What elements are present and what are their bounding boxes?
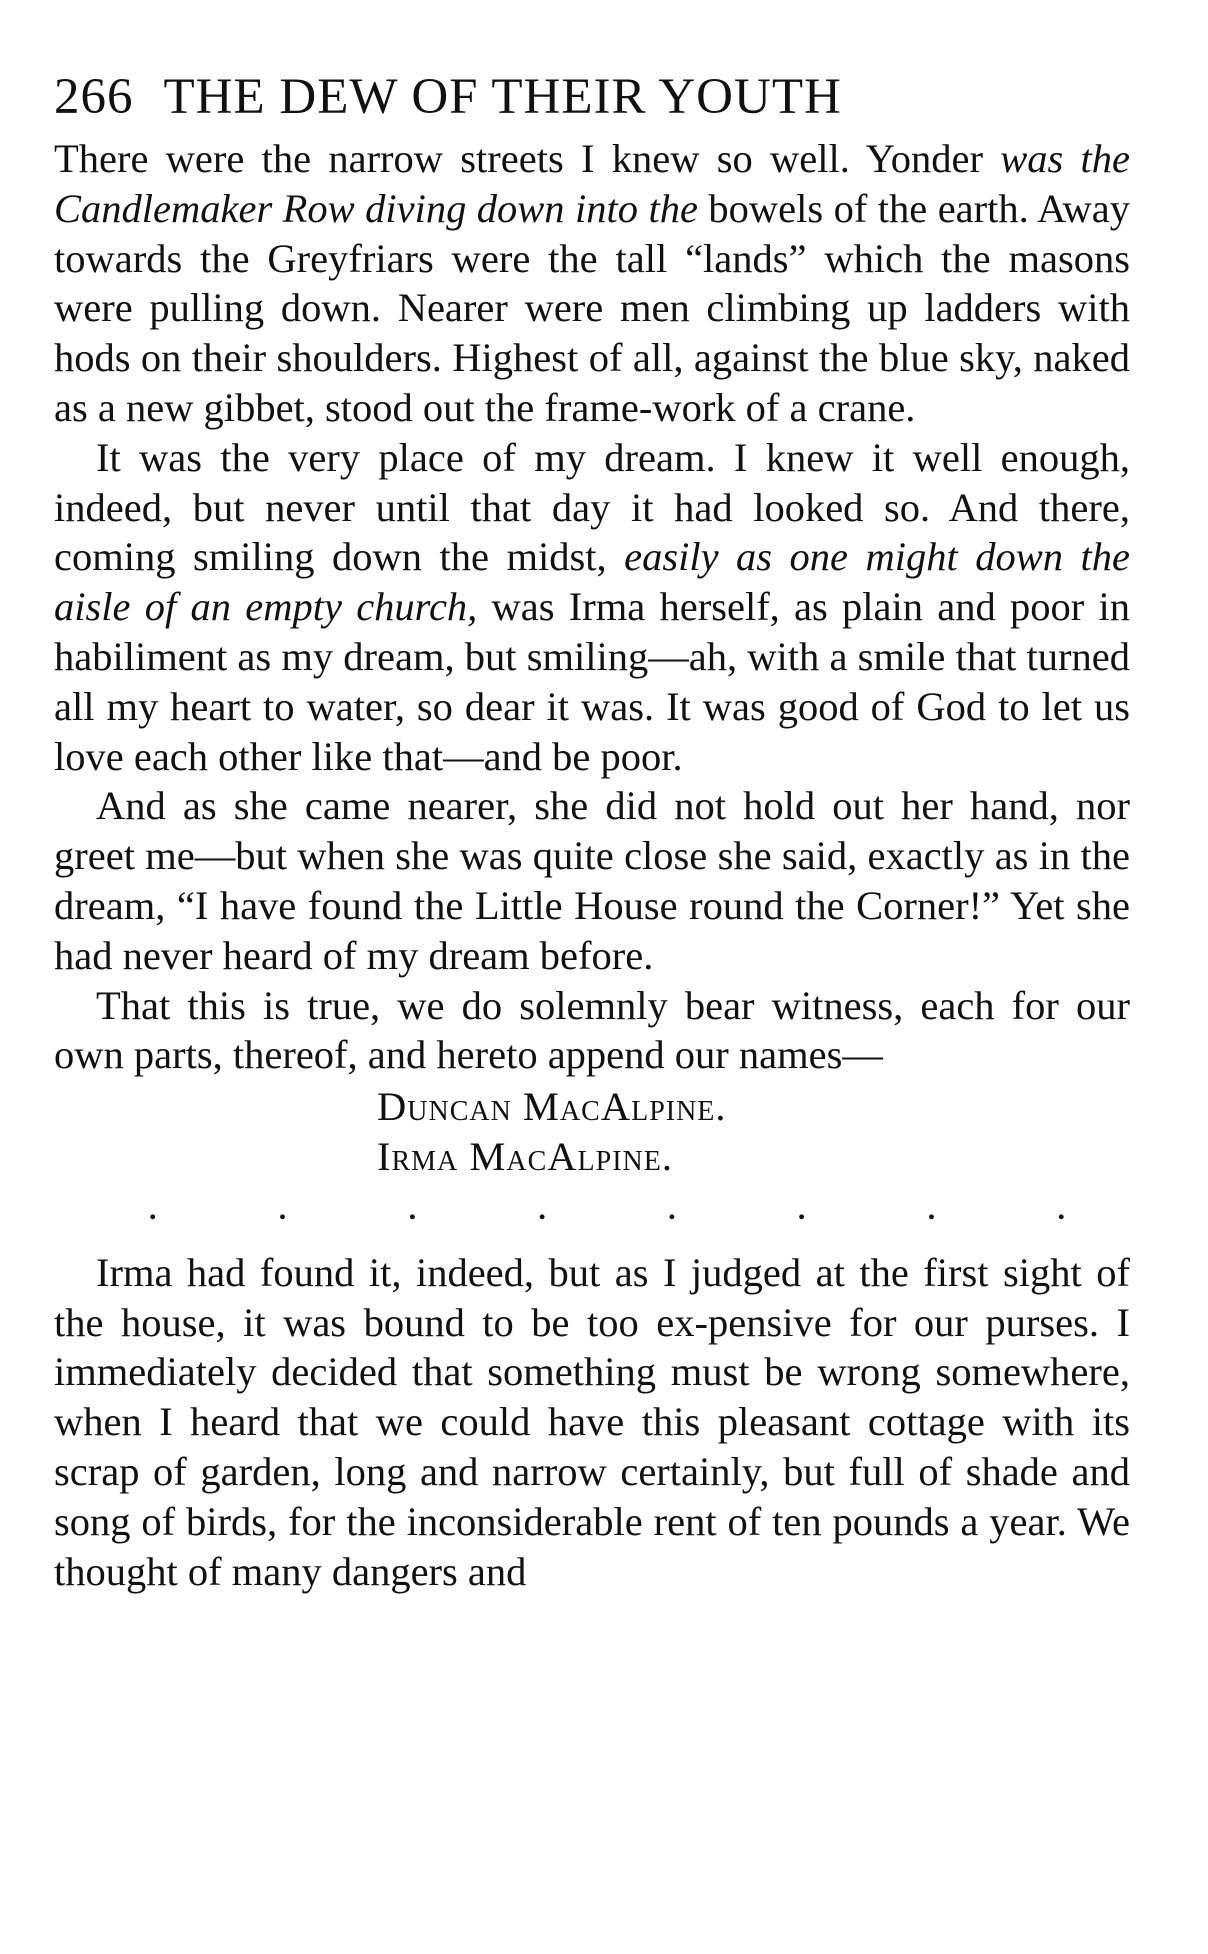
separator-dot: . bbox=[927, 1192, 936, 1226]
paragraph-3: And as she came nearer, she did not hold out her hand, nor greet me—but when she was quite close she said, exactly as in the dream, “I have found the Little House round the Corner!” Yet she had never heard of my dream before. bbox=[54, 783, 1130, 978]
paragraph-2-part-2: was Irma herself, as plain and poor in habiliment as my dream, but smiling—ah, with a smile that turned all my heart to water, so dear it was. It was good of God to let us love each other like that—and be poor. bbox=[54, 584, 1130, 779]
paragraph-1 bbox=[54, 134, 1130, 433]
paragraph-1-part-1: There were the narrow streets I knew so well. Yonder bbox=[54, 136, 1001, 181]
separator-dot: . bbox=[1057, 1192, 1065, 1226]
signature-irma: Irma MacAlpine. bbox=[377, 1133, 674, 1179]
separator-dot: . bbox=[668, 1192, 676, 1226]
paragraph-2 bbox=[54, 433, 1130, 782]
signature-block bbox=[54, 1082, 1130, 1182]
body-text-continued bbox=[54, 1248, 1130, 1597]
paragraph-2-italic: easily as one might down the aisle of an empty church, bbox=[54, 534, 1131, 630]
paragraph-2-part-1: It was the very place of my dream. I knew it well enough, indeed, but never until that day it had looked so. And there, coming smiling down the midst, bbox=[54, 434, 1130, 580]
running-head bbox=[54, 60, 1130, 134]
separator-dot: . bbox=[408, 1192, 417, 1226]
paragraph-1-part-2: bowels of the earth. Away towards the Greyfriars were the tall “lands” which the masons were pulling down. Nearer were men climbing up ladders with hods on their shoulders. Highest of all, against the blue sky, naked as a new gibbet, stood out the frame-work of a crane. bbox=[54, 185, 1130, 430]
book-page bbox=[54, 60, 1130, 1596]
section-separator bbox=[54, 1182, 1130, 1238]
page-number: 266 bbox=[54, 69, 134, 125]
paragraph-1-italic: was the Candlemaker Row diving down into the bbox=[54, 136, 1130, 231]
book-title: THE DEW OF THEIR YOUTH bbox=[163, 69, 842, 125]
body-text bbox=[54, 134, 1130, 1080]
paragraph-5: Irma had found it, indeed, but as I judged at the first sight of the house, it was bound to be too ex-pensive for our purses. I immediately decided that something must be wrong somewhere, when I heard that we could have this pleasant cottage with its scrap of garden, long and narrow certainly, but full of shade and song of birds, for the inconsiderable rent of ten pounds a year. We thought of many dangers and bbox=[54, 1249, 1130, 1594]
signature-duncan: Duncan MacAlpine. bbox=[377, 1084, 727, 1130]
separator-dot: . bbox=[797, 1192, 806, 1226]
separator-dot: . bbox=[278, 1192, 287, 1226]
separator-dot: . bbox=[538, 1192, 546, 1226]
paragraph-4: That this is true, we do solemnly bear witness, each for our own parts, thereof, and hereto append our names— bbox=[54, 982, 1130, 1078]
separator-dot: . bbox=[149, 1192, 157, 1226]
